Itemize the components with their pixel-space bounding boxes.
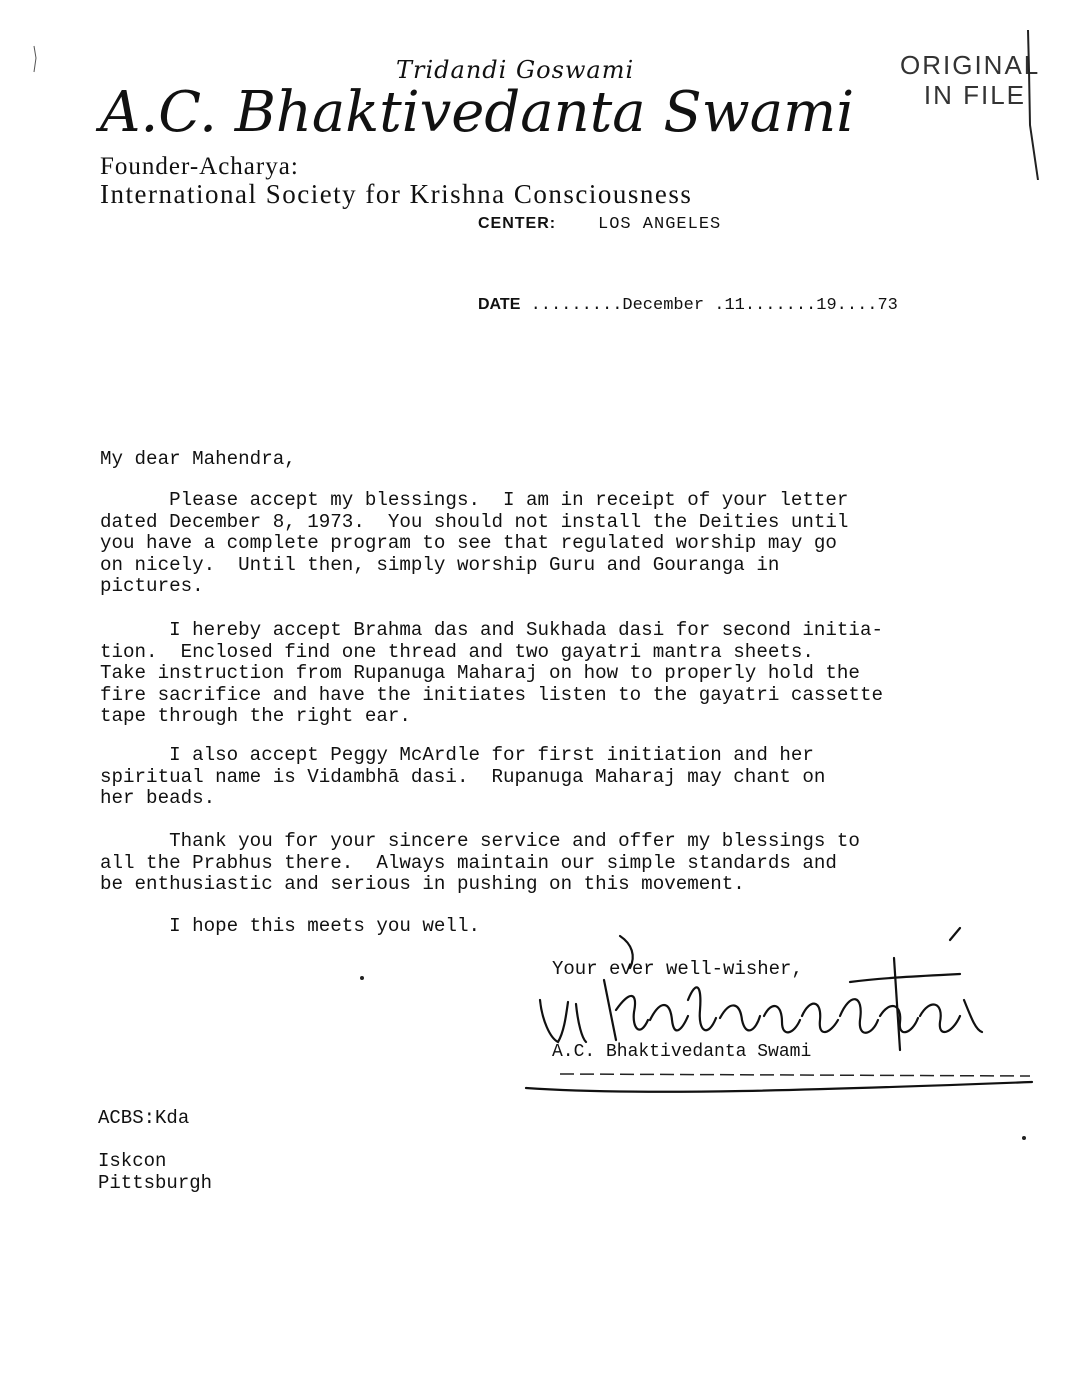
- date-dots-3: .......: [744, 296, 817, 315]
- address-line-2: Pittsburgh: [98, 1172, 213, 1194]
- paragraph-3: I also accept Peggy McArdle for first initiation and her spiritual name is Vidambhā dasi. Rupanuga Maharaj may chant on her beads.: [100, 744, 826, 809]
- paragraph-2: I hereby accept Brahma das and Sukhada dasi for second initia- tion. Enclosed find one thread and two gayatri mantra sheets. Take instruction from Rupanuga Maharaj on how to properly hold the fire sacrifice and have the initiates listen to the gayatri cassette tape through the right ear.: [100, 619, 883, 727]
- stamp-line-2: IN FILE: [923, 80, 1026, 110]
- salutation: My dear Mahendra,: [100, 448, 296, 470]
- scan-dot-icon: [360, 976, 364, 980]
- date-label: DATE: [478, 296, 521, 313]
- date-dots-1: .........: [520, 296, 623, 315]
- date-dots-4: ....: [836, 296, 878, 315]
- paragraph-4: Thank you for your sincere service and offer my blessings to all the Prabhus there. Always maintain our simple standards and be enthusiastic and serious in pushing on this movement.: [100, 830, 860, 895]
- signatory-name: A.C. Bhaktivedanta Swami: [552, 1042, 812, 1062]
- letterhead-subtitle: Tridandi Goswami: [396, 56, 635, 84]
- handwritten-signature: [520, 920, 1040, 1110]
- date-century: 19: [816, 296, 837, 315]
- stamp-bracket-icon: [1024, 30, 1042, 180]
- closing-line: Your ever well-wisher,: [552, 958, 803, 980]
- date-year: 73: [877, 296, 898, 315]
- date-month: December: [622, 296, 705, 315]
- scan-mark-icon: [30, 44, 42, 74]
- society-name: International Society for Krishna Consciousness: [100, 179, 693, 209]
- address-line-1: Iskcon: [98, 1150, 167, 1172]
- paragraph-5: I hope this meets you well.: [100, 915, 480, 937]
- stamp-line-1: ORIGINAL: [900, 50, 1041, 80]
- original-in-file-stamp: [900, 50, 1041, 110]
- paragraph-1: Please accept my blessings. I am in receipt of your letter dated December 8, 1973. You should not install the Deities until you have a complete program to see that regulated worship may go on nicely. Until then, simply worship Guru and Gouranga in pictures.: [100, 489, 849, 597]
- letterhead-name: A.C. Bhaktivedanta Swami: [100, 80, 855, 145]
- date-line: [478, 296, 898, 315]
- reference-initials: ACBS:Kda: [98, 1107, 190, 1129]
- date-day: 11: [724, 296, 745, 315]
- center-label: CENTER:: [478, 215, 557, 232]
- founder-role: Founder-Acharya:: [100, 153, 299, 180]
- scan-dot-icon: [1022, 1136, 1026, 1140]
- center-value: LOS ANGELES: [598, 215, 722, 234]
- date-dots-2: .: [704, 296, 725, 315]
